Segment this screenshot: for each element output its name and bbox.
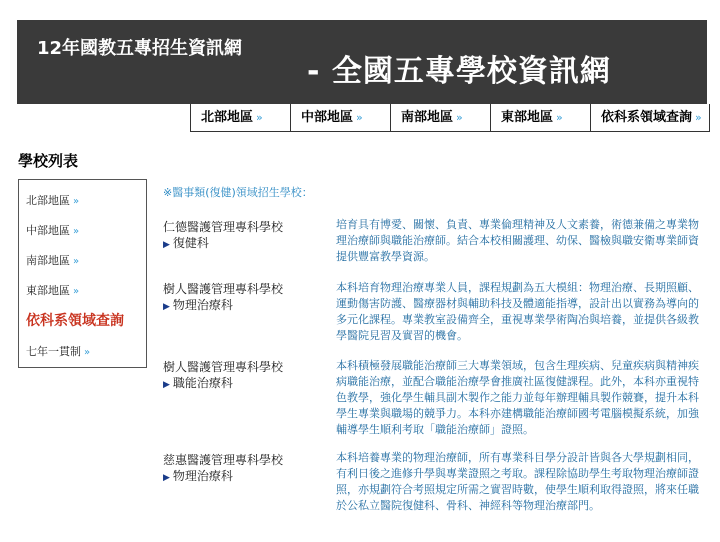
nav-item-label: 北部地區 [201, 110, 254, 125]
double-chevron-icon: » [556, 111, 563, 124]
nav-item-label: 南部地區 [401, 110, 454, 125]
double-chevron-icon: » [73, 226, 80, 237]
department-label: 物理治療科 [172, 298, 233, 312]
department-link[interactable] [163, 467, 233, 484]
sidebar-item-label: 北部地區 [26, 194, 70, 207]
site-title[interactable]: 12年國教五專招生資訊網 [37, 38, 243, 59]
department-label: 物理治療科 [172, 469, 233, 483]
triangle-right-icon: ▶ [163, 380, 170, 390]
department-label: 復健科 [172, 236, 209, 250]
page-title: 學校列表 [18, 152, 79, 170]
nav-item-north[interactable] [191, 104, 291, 131]
nav-item-east[interactable] [491, 104, 591, 131]
double-chevron-icon: » [73, 196, 80, 207]
double-chevron-icon: » [73, 286, 80, 297]
nav-item-by-field[interactable] [591, 104, 710, 131]
department-description: 本科積極發展職能治療師三大專業領域，包含生理疾病、兒童疾病與精神疾病職能治療，並配合職能治療學會推廣社區復健課程。此外，本科亦重視特色教學，強化學生輔具副木製作之能力並每年辦理輔具製作競賽，提升本科學生專業與職場的競爭力。本科亦建構職能治療師國考電腦模擬系統，加強輔導學生順利考取「職能治療師」證照。 [336, 359, 699, 436]
double-chevron-icon: » [84, 347, 91, 358]
double-chevron-icon: » [695, 111, 702, 124]
sidebar-item-label: 東部地區 [26, 284, 70, 297]
triangle-right-icon: ▶ [163, 473, 170, 483]
department-description: 本科培育物理治療專業人員，課程規劃為五大模組：物理治療、長期照顧、運動傷害防護、醫療器材與輔助科技及體適能指導，設計出以實務為導向的多元化課程。專業教室設備齊全，重視專業學術陶冶與培養，並提供各級教學醫院見習及實習的機會。 [336, 281, 699, 342]
department-description: 培育具有博愛、關懷、負責、專業倫理精神及人文素養，術德兼備之專業物理治療師與職能治療師。結合本校相關護理、幼保、醫檢與職安衛專業師資提供豐富教學資源。 [336, 218, 699, 263]
department-label: 職能治療科 [172, 376, 233, 390]
nav-item-label: 依科系領域查詢 [601, 110, 693, 125]
school-name: 樹人醫護管理專科學校 [163, 360, 284, 374]
department-link[interactable] [163, 296, 233, 313]
sidebar [18, 179, 147, 368]
triangle-right-icon: ▶ [163, 302, 170, 312]
double-chevron-icon: » [356, 111, 363, 124]
header-banner [17, 20, 707, 104]
nav-item-label: 東部地區 [501, 110, 554, 125]
category-note: ※醫事類(復健)領域招生學校： [163, 186, 313, 199]
nav-item-label: 中部地區 [301, 110, 354, 125]
sidebar-item-by-field[interactable] [26, 310, 124, 330]
sidebar-item-central[interactable] [26, 222, 79, 238]
double-chevron-icon: » [73, 256, 80, 267]
school-name: 樹人醫護管理專科學校 [163, 282, 284, 296]
sidebar-item-seven-year[interactable] [26, 343, 90, 359]
sidebar-item-east[interactable] [26, 282, 79, 298]
sidebar-item-north[interactable] [26, 192, 79, 208]
department-description: 本科培養專業的物理治療師，所有專業科目學分設計皆與各大學規劃相同，有利日後之進修升學與專業證照之考取。課程除協助學生考取物理治療師證照，亦規劃符合考照規定所需之實習時數，使學生順利取得證照，將來任職於公私立醫院復健科、骨科、神經科等物理治療部門。 [336, 451, 699, 512]
nav-item-south[interactable] [391, 104, 491, 131]
sidebar-item-label: 七年一貫制 [26, 345, 81, 358]
site-subtitle: - 全國五專學校資訊網 [307, 54, 611, 89]
double-chevron-icon: » [456, 111, 463, 124]
school-name: 仁德醫護管理專科學校 [163, 220, 284, 234]
triangle-right-icon: ▶ [163, 240, 170, 250]
sidebar-item-label: 中部地區 [26, 224, 70, 237]
department-link[interactable] [163, 374, 233, 391]
region-nav [190, 104, 710, 132]
school-name: 慈惠醫護管理專科學校 [163, 453, 284, 467]
nav-item-central[interactable] [291, 104, 391, 131]
sidebar-item-label: 南部地區 [26, 254, 70, 267]
double-chevron-icon: » [256, 111, 263, 124]
sidebar-item-south[interactable] [26, 252, 79, 268]
department-link[interactable] [163, 234, 209, 251]
sidebar-item-label: 依科系領域查詢 [26, 313, 124, 329]
